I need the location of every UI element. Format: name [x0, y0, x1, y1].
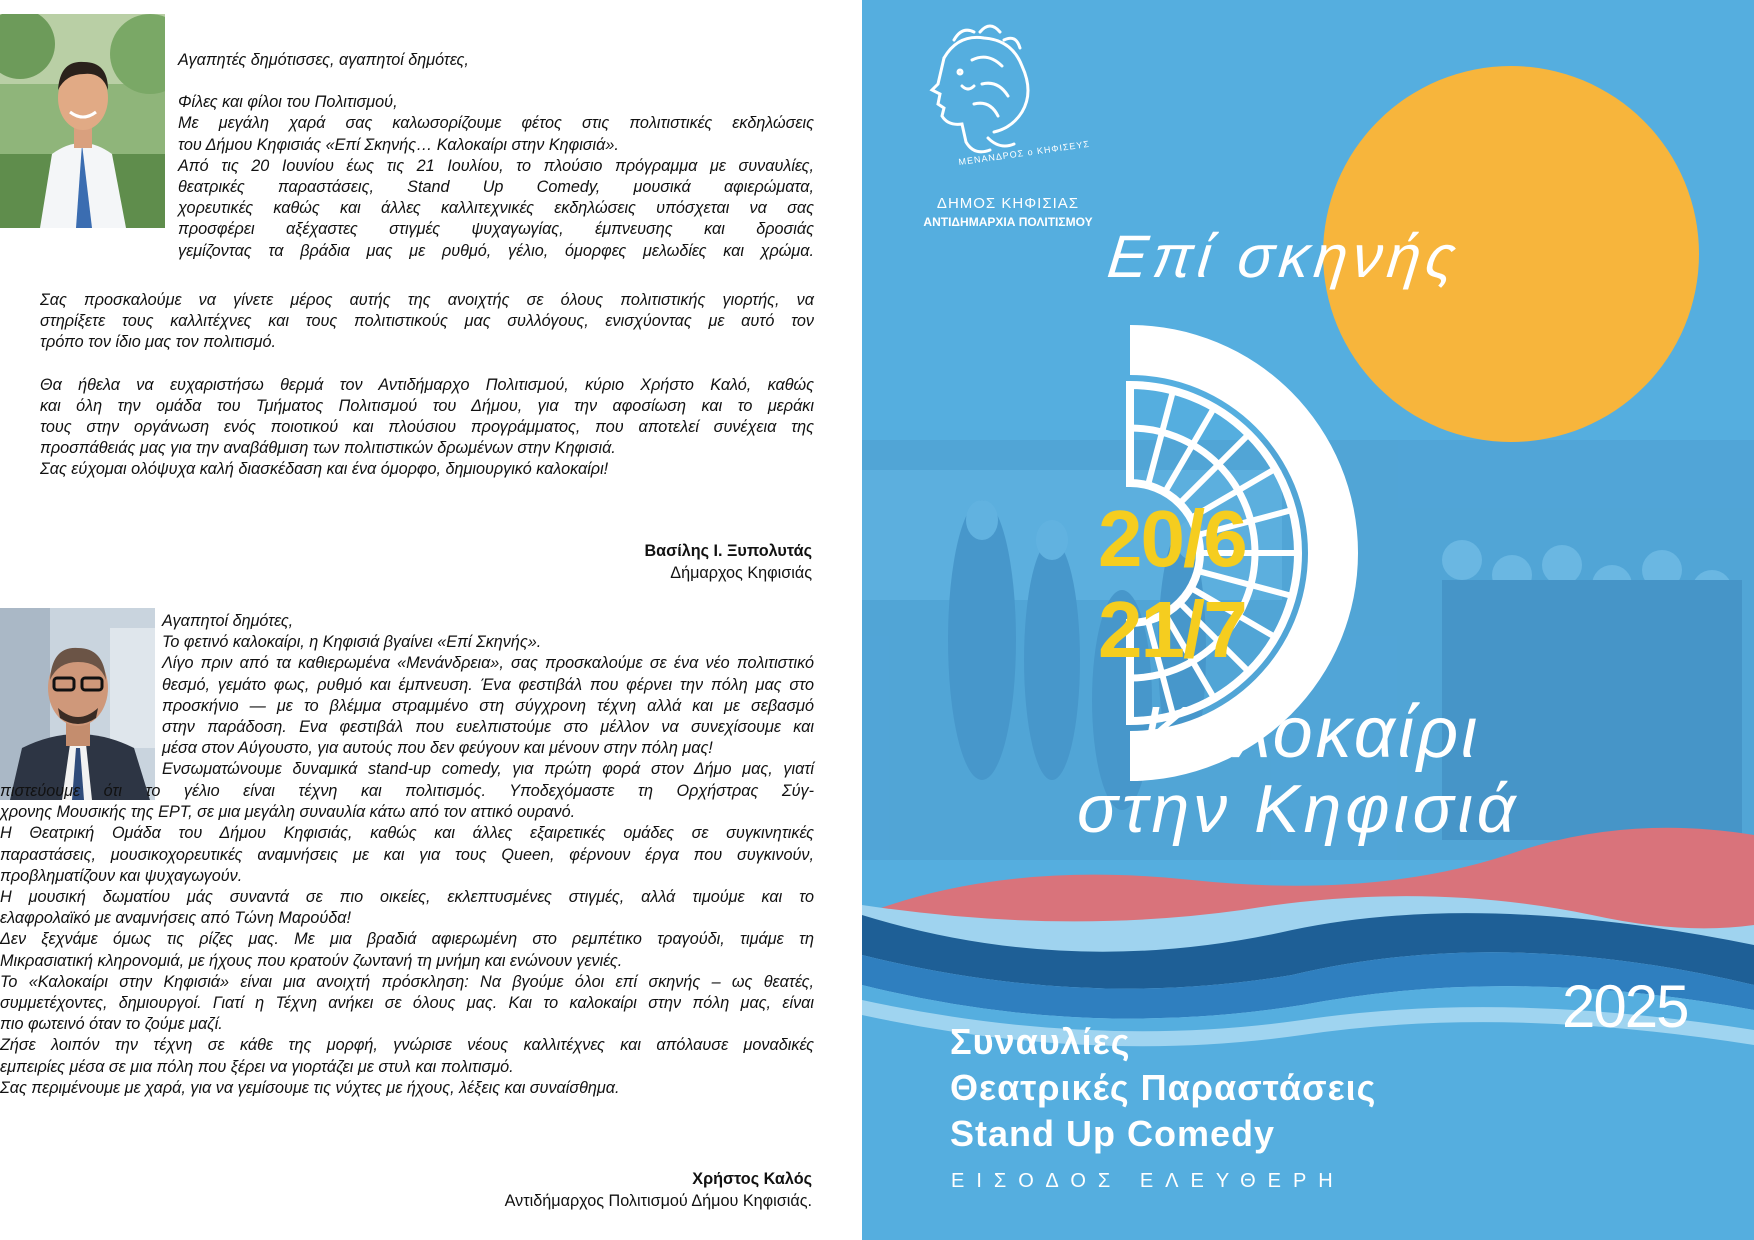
cover-page: [862, 0, 1754, 1240]
org-name: ΔΗΜΟΣ ΚΗΦΙΣΙΑΣ: [936, 195, 1080, 212]
left-page: [0, 0, 862, 1240]
mayor-title: Δήμαρχος Κηφισιάς: [670, 564, 812, 582]
event-type-theatre: Θεατρικές Παραστάσεις: [950, 1067, 1377, 1108]
free-entry: ΕΙΣΟΔΟΣ ΕΛΕΥΘΕΡΗ: [951, 1170, 1345, 1192]
mayor-letter-continued: Σας προσκαλούμε να γίνετε μέρος αυτής της ανοιχτής σε όλους πολιτιστικής γιορτής, να στηρίξετε τους καλλιτέχνες και τους πολιτιστικούς μας συλλόγους, ενισχύοντας με αυτό τον τρόπο τον ίδιο μας τον πολιτισμό. Θα ήθελα να ευχαριστήσω θερμά τον Αντιδήμαρχο Πολιτισμού, κύριο Χρήστο Καλό, καθώς και όλη την ομάδα του Τμήματος Πολιτισμού του Δήμου, για την αφοσίωση και το μεράκι τους στην οργάνωση ενός ποιοτικού και πλούσιου προγράμματος, που αποτελεί συνέχεια της προσπάθειάς μας για την αναβάθμιση των πολιτιστικών δρωμένων στην Κηφισιά. Σας εύχομαι ολόψυχα καλή διασκέδαση και ένα όμορφο, δημιουργικό καλοκαίρι!: [40, 291, 814, 479]
date-start: 20/6: [1098, 494, 1246, 583]
mayor-name: Βασίλης Ι. Ξυπολυτάς: [644, 542, 812, 560]
mayor-signature: [644, 540, 812, 584]
date-end: 21/7: [1098, 585, 1246, 674]
menander-logo-icon: [932, 26, 1028, 152]
deputy-letter: Αγαπητοί δημότες, Το φετινό καλοκαίρι, η Κηφισιά βγαίνει «Επί Σκηνής». Λίγο πριν από τα καθιερωμένα «Μενάνδρεια», σας προσκαλούμε σε ένα νέο πολιτιστικό θεσμό, γεμάτο φως, ρυθμό και έμπνευση. Ένα φεστιβάλ που φέρνει την πόλη μας στο προσκήνιο — με το βλέμμα στραμμένο στη σύγχρονη τέχνη αλλά και με σεβασμό στην παράδοση. Ενα φεστιβάλ που ευελπιστούμε στο μέλλον να συνεχίσουμε και μέσα στον Αύγουστο, για αυτούς που δεν φεύγουν και μένουν στην πόλη μας! Ενσωματώνουμε δυναμικά stand-up comedy, για πρώτη φορά στον Δήμο μας, γιατί: [162, 612, 814, 779]
mayor-photo: [0, 14, 165, 228]
event-type-standup: Stand Up Comedy: [950, 1113, 1276, 1154]
year: 2025: [1562, 973, 1688, 1040]
deputy-name: Χρήστος Καλός: [692, 1170, 812, 1188]
deputy-title: Αντιδήμαρχος Πολιτισμού Δήμου Κηφισιάς.: [504, 1192, 812, 1210]
mayor-letter: Αγαπητές δημότισσες, αγαπητοί δημότες, Φίλες και φίλοι του Πολιτισμού, Με μεγάλη χαρά σας καλωσορίζουμε φέτος στις πολιτιστικές εκδηλώσεις του Δήμου Κηφισιάς «Επί Σκηνής… Καλοκαίρι στην Κηφισιά». Από τις 20 Ιουνίου έως τις 21 Ιουλίου, το πλούσιο πρόγραμμα με συναυλίες, θεατρικές παραστάσεις, Stand Up Comedy, μουσικά αφιερώματα, χορευτικές καθώς και άλλες καλλιτεχνικές εκδηλώσεις υπόσχεται να σας προσφέρει αξέχαστες στιγμές ψυχαγωγίας, έμπνευσης και δροσιάς γεμίζοντας τα βράδια μας με ρυθμό, γέλιο, όμορφες μελωδίες και χρώμα.: [178, 51, 814, 260]
org-department: ΑΝΤΙΔΗΜΑΡΧΙΑ ΠΟΛΙΤΙΣΜΟΥ: [923, 215, 1093, 229]
event-type-concerts: Συναυλίες: [950, 1021, 1131, 1062]
logo-caption: ΜΕΝΑΝΔΡΟΣ ο ΚΗΦΙΣΕΥΣ: [957, 138, 1091, 168]
deputy-mayor-photo: [0, 608, 155, 800]
deputy-letter-continued: πιστεύουμε ότι το γέλιο είναι τέχνη και πολιτισμός. Υποδεχόμαστε τη Ορχήστρας Σύγ- χρονης Μουσικής της ΕΡΤ, σε μια μεγάλη συναυλία κάτω από τον αττικό ουρανό. Η Θεατρική Ομάδα του Δήμου Κηφισιάς, καθώς και άλλες εξαιρετικές ομάδες σε συγκινητικές παραστάσεις, μουσικοχορευτικές αναμνήσεις με και για τους Queen, φέρνουν έργα που συγκινούν, προβληματίζουν και ψυχαγωγούν. Η μουσική δωματίου μάς συναντά σε πιο οικείες, εκλεπτυσμένες στιγμές, αλλά τιμούμε και το ελαφρολαϊκό με αναμνήσεις από Τώνη Μαρούδα! Δεν ξεχνάμε όμως τις ρίζες μας. Με μια βραδιά αφιερωμένη στο ρεμπέτικο τραγούδι, τιμάμε τη Μικρασιατική κληρονομιά, με ήχους που κρατούν ζωντανή τη μνήμη και ενώνουν γενιές. Το «Καλοκαίρι στην Κηφισιά» είναι μια ανοιχτή πρόσκληση: Να βγούμε όλοι επί σκηνής – ως θεατές, συμμετέχοντες, δημιουργοί. Γιατί η Τέχνη ανήκει σε όλους μας. Και το καλοκαίρι στην πόλη μας, είναι πιο φωτεινό όταν το ζούμε μαζί. Ζήσε λοιπόν την τέχνη σε κάθε της μορφή, γνώρισε νέους καλλιτέχνες και απόλαυσε μοναδικές εμπειρίες μέσα σε μια πόλη που ξέρει να γιορτάζει με στυλ και πολιτισμό. Σας περιμένουμε με χαρά, για να γεμίσουμε τις νύχτες με ήχους, λέξεις και συναίσθημα.: [0, 782, 814, 1097]
title-kalokairi: Καλοκαίρι: [1141, 693, 1481, 773]
deputy-signature: [505, 1168, 812, 1212]
title-stin-kifisia: στην Κηφισιά: [1077, 771, 1520, 847]
title-epi-skinis: Επί σκηνής: [1104, 223, 1464, 290]
